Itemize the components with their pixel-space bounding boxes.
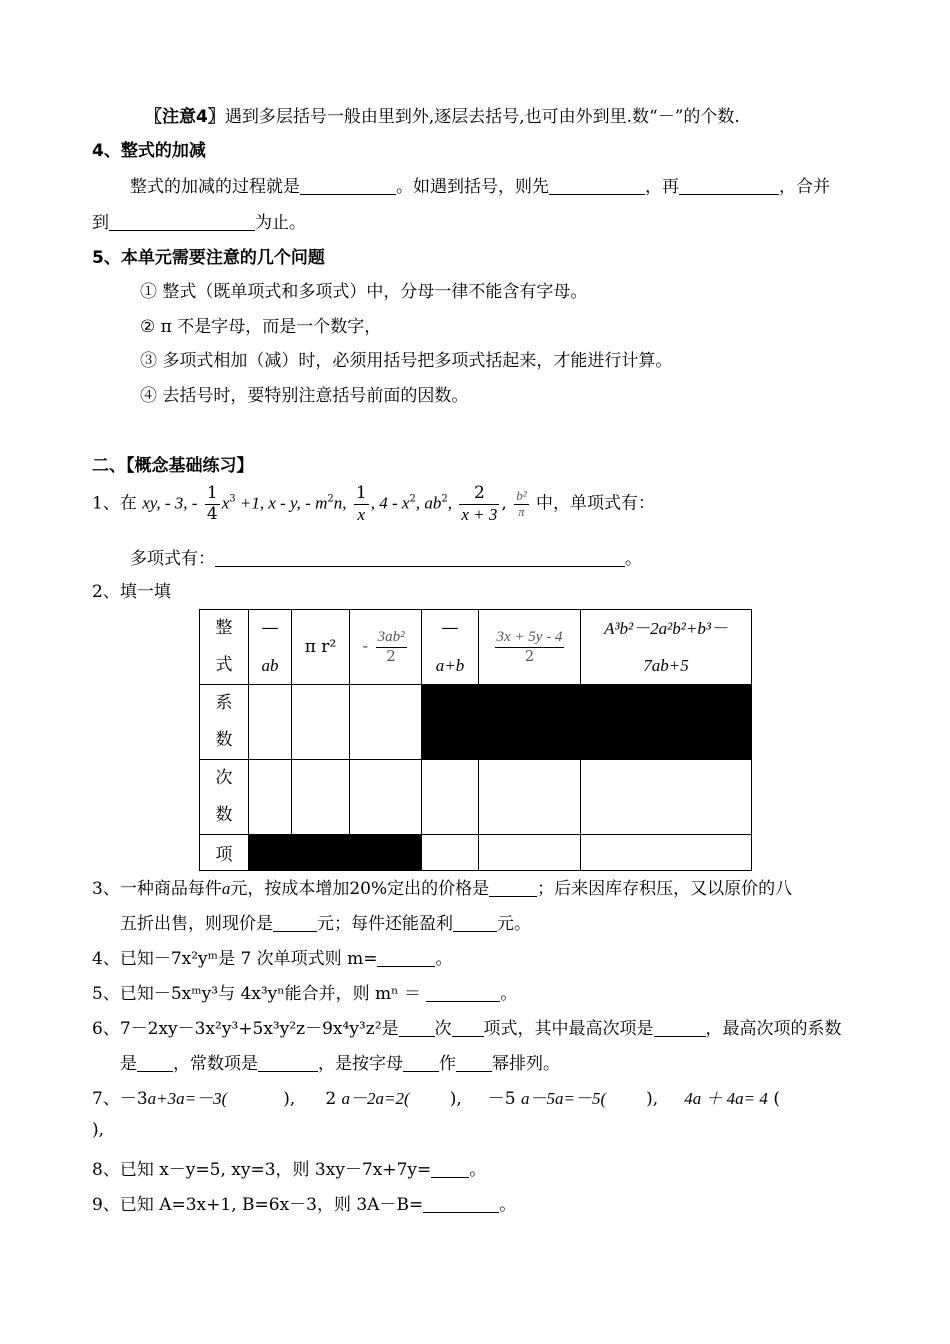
q9-text: 9、已知 A=3x+1, B=6x－3，则 3A－B=	[92, 1195, 424, 1215]
question-7-line2: ),	[92, 1120, 105, 1140]
frac-den: x + 3	[461, 504, 498, 524]
cell-text: A³b²－2a²b²+b³－	[604, 619, 728, 638]
answer-blank[interactable]	[489, 880, 537, 897]
cell-text: a+b	[435, 656, 465, 675]
s4-text-a: 整式的加减的过程就是	[130, 177, 300, 197]
answer-cell[interactable]	[479, 760, 581, 835]
frac-num: b²	[516, 487, 527, 503]
q6-text: ，是按字母	[318, 1054, 403, 1074]
row-label	[200, 835, 249, 871]
q7-expr: a－2a=2	[341, 1089, 405, 1108]
note-item: ② π 不是字母，而是一个数字，	[140, 317, 382, 337]
fraction	[495, 629, 565, 665]
frac-num: 1	[206, 483, 218, 503]
section5-title: 5、本单元需要注意的几个问题	[92, 248, 325, 268]
note4-bracket: 〖注意4〗	[145, 107, 225, 127]
frac-num: 3x + 5y - 4	[495, 629, 565, 647]
q6-text: 幂排列。	[492, 1054, 560, 1074]
q3-text: 3、一种商品每件	[92, 879, 222, 899]
q7-text: 2	[325, 1089, 337, 1109]
answer-blank[interactable]	[426, 985, 500, 1002]
header-cell	[581, 610, 752, 685]
q3-text: 元，按成本增加20%定出的价格是	[230, 879, 490, 899]
answer-blank[interactable]	[654, 1020, 706, 1037]
q1-expr: xy, - 3, -	[142, 493, 198, 513]
q1-prefix: 1、在	[92, 493, 137, 514]
cell-text: 项	[215, 845, 233, 865]
q1-end: 。	[625, 549, 642, 569]
s4-text-f: 为止。	[255, 213, 306, 233]
q1-expr: , ab	[415, 493, 442, 513]
cell-text: π r²	[304, 637, 337, 657]
answer-cell[interactable]	[581, 760, 752, 835]
q1-expr: +1, x - y, - m	[235, 493, 328, 513]
q5-text: 5、已知－5xᵐy³与 4x³yⁿ能合并，则 mⁿ ＝	[92, 984, 421, 1004]
cell-text: 整	[215, 618, 233, 638]
fraction	[514, 489, 528, 520]
answer-blank[interactable]	[453, 915, 497, 932]
table-row	[200, 685, 752, 760]
note-item: ④ 去括号时，要特别注意括号前面的因数。	[140, 386, 469, 406]
question-1: 1、在 xy, - 3, - $\frac{1}{4}$ $x^3 +1$, x - y, - $m^2n$, $\frac{1}{x}$ , $4 - x^2$, $ab^2$, $\frac{2}{x + 3}$ , $\frac{\text{b²}}{\pi}$ 中，单项式有：	[92, 483, 655, 524]
q7-paren: ),	[283, 1089, 296, 1109]
q3-text: 元；每件还能盈利	[317, 914, 453, 934]
answer-blank[interactable]	[399, 1020, 435, 1037]
answer-blank[interactable]	[300, 178, 396, 195]
answer-blank[interactable]	[258, 1055, 318, 1072]
question-9	[92, 1190, 516, 1215]
answer-blank[interactable]	[215, 550, 625, 567]
answer-blank[interactable]	[109, 214, 255, 231]
frac-den: x	[357, 504, 366, 524]
q3-text: 元。	[497, 914, 531, 934]
answer-cell[interactable]	[292, 685, 350, 760]
part2-title: 二、【概念基础练习】	[92, 456, 254, 476]
blocked-cell	[249, 835, 292, 871]
q1-expr: x	[221, 493, 230, 513]
answer-blank[interactable]	[452, 1020, 484, 1037]
q8-text: 8、已知 x－y=5, xy=3，则 3xy－7x+7y=	[92, 1160, 432, 1180]
question-3-line2	[120, 909, 531, 934]
s4-text-d: ，合并	[779, 177, 830, 197]
q1-sup: 2	[441, 493, 448, 505]
q7-text: －5	[487, 1089, 516, 1109]
q7-text: 7、－3	[92, 1089, 148, 1109]
q7-paren: (	[600, 1089, 607, 1108]
q7-expr: a－5a=－5	[520, 1089, 601, 1108]
blocked-cell	[292, 835, 350, 871]
blocked-cell	[422, 685, 479, 760]
frac-den: 2	[386, 646, 396, 665]
cell-text: -	[362, 636, 369, 657]
frac-den: π	[518, 503, 525, 519]
q8-end: 。	[469, 1160, 487, 1180]
q6-text: 次	[434, 1019, 452, 1039]
header-cell	[249, 610, 292, 685]
q1-sup: 3	[229, 493, 236, 505]
cell-text: 系	[215, 693, 233, 713]
q4-text: 4、已知－7x²yᵐ是 7 次单项式则 m=	[92, 949, 378, 969]
answer-cell[interactable]	[479, 835, 581, 871]
q1-suffix: 中，单项式有：	[536, 493, 655, 514]
answer-blank[interactable]	[273, 915, 317, 932]
answer-cell[interactable]	[249, 685, 292, 760]
answer-cell[interactable]	[422, 760, 479, 835]
cell-text: —	[441, 618, 459, 638]
q1-sup: 2	[327, 493, 334, 505]
q7-paren: (	[221, 1089, 228, 1108]
q7-paren: (	[404, 1089, 410, 1108]
answer-cell[interactable]	[581, 835, 752, 871]
q5-end: 。	[500, 984, 518, 1004]
s4-text-b: 。如遇到括号，则先	[396, 177, 549, 197]
q7-paren: (	[773, 1089, 780, 1109]
table-row	[200, 760, 752, 835]
fraction	[459, 484, 499, 524]
q3-text: 五折出售，则现价是	[120, 914, 273, 934]
answer-blank[interactable]	[137, 1055, 173, 1072]
answer-cell[interactable]	[422, 835, 479, 871]
cell-text: 次	[215, 768, 233, 788]
q6-text: 是	[120, 1054, 137, 1074]
note4-text: 遇到多层括号一般由里到外,逐层去括号,也可由外到里.数“－”的个数.	[224, 107, 740, 127]
question-5	[92, 979, 517, 1004]
cell-text: 式	[215, 655, 233, 675]
table-row	[200, 835, 752, 871]
q9-end: 。	[499, 1195, 517, 1215]
q7-expr: a+3a=－3	[147, 1089, 222, 1108]
question-8	[92, 1155, 486, 1180]
answer-cell[interactable]	[350, 685, 422, 760]
note-item: ① 整式（既单项式和多项式）中，分母一律不能含有字母。	[140, 282, 588, 302]
header-cell	[422, 610, 479, 685]
s4-text-c: ，再	[645, 177, 679, 197]
header-cell	[350, 610, 422, 685]
q4-end: 。	[435, 949, 453, 969]
question-6-line2	[120, 1049, 560, 1074]
answer-blank[interactable]	[431, 1161, 469, 1178]
answer-blank[interactable]	[423, 1196, 499, 1213]
blocked-cell	[581, 685, 752, 760]
header-cell	[479, 610, 581, 685]
section4-para-line2	[92, 208, 306, 233]
cell-text: 数	[215, 730, 233, 750]
frac-den: 2	[524, 646, 535, 665]
frac-num: 3ab²	[376, 629, 407, 647]
q6-text: 6、7－2xy－3x²y³+5x³y²z－9x⁴y³z²是	[92, 1019, 399, 1039]
question-2-title: 2、填一填	[92, 582, 171, 602]
note-item: ③ 多项式相加（减）时，必须用括号把多项式括起来，才能进行计算。	[140, 351, 673, 371]
section4-para-line1	[130, 172, 830, 197]
answer-blank[interactable]	[456, 1055, 492, 1072]
row-label	[200, 760, 249, 835]
cell-text: ab	[261, 656, 279, 675]
question-7	[92, 1084, 780, 1109]
frac-num: 1	[355, 483, 367, 503]
q1-expr: , 4 - x	[370, 493, 410, 513]
fraction	[354, 484, 369, 524]
q7-paren: ),	[449, 1089, 462, 1109]
question-4	[92, 944, 452, 969]
answer-blank[interactable]	[679, 178, 779, 195]
note4	[145, 102, 740, 127]
fraction	[205, 484, 220, 524]
q1-expr: n,	[333, 493, 347, 513]
q1-sup: 2	[409, 493, 416, 505]
answer-blank[interactable]	[549, 178, 645, 195]
blocked-cell	[350, 835, 422, 871]
q3-var: a	[221, 879, 231, 898]
frac-num: 2	[459, 484, 499, 505]
cell-text: 7ab+5	[643, 656, 689, 675]
row-label	[200, 685, 249, 760]
fraction	[376, 629, 407, 665]
q1-line2-label: 多项式有：	[130, 549, 215, 569]
answer-blank[interactable]	[377, 950, 435, 967]
table-header-row	[200, 610, 752, 685]
q1-expr: ,	[447, 493, 452, 513]
cell-text: —	[261, 618, 279, 638]
header-cell	[292, 610, 350, 685]
q6-text: 作	[439, 1054, 456, 1074]
q7-paren: ),	[646, 1089, 659, 1109]
q3-text: ；后来因库存积压，又以原价的八	[537, 879, 793, 899]
blocked-cell	[479, 685, 581, 760]
question-1-line2	[130, 544, 642, 569]
frac-den: 4	[206, 503, 218, 524]
s4-text-e: 到	[92, 213, 109, 233]
question-3	[92, 874, 792, 899]
fill-in-table	[199, 609, 752, 871]
q6-text: ，常数项是	[173, 1054, 258, 1074]
q6-text: ，最高次项的系数	[705, 1019, 842, 1039]
section4-title: 4、整式的加减	[92, 141, 206, 161]
answer-blank[interactable]	[403, 1055, 439, 1072]
header-cell	[200, 610, 249, 685]
answer-cell[interactable]	[350, 760, 422, 835]
answer-cell[interactable]	[249, 760, 292, 835]
question-6	[92, 1014, 842, 1039]
q6-text: 项式，其中最高次项是	[483, 1019, 654, 1039]
q7-expr: 4a ＋ 4a= 4	[684, 1089, 768, 1108]
answer-cell[interactable]	[292, 760, 350, 835]
cell-text: 数	[215, 805, 233, 825]
